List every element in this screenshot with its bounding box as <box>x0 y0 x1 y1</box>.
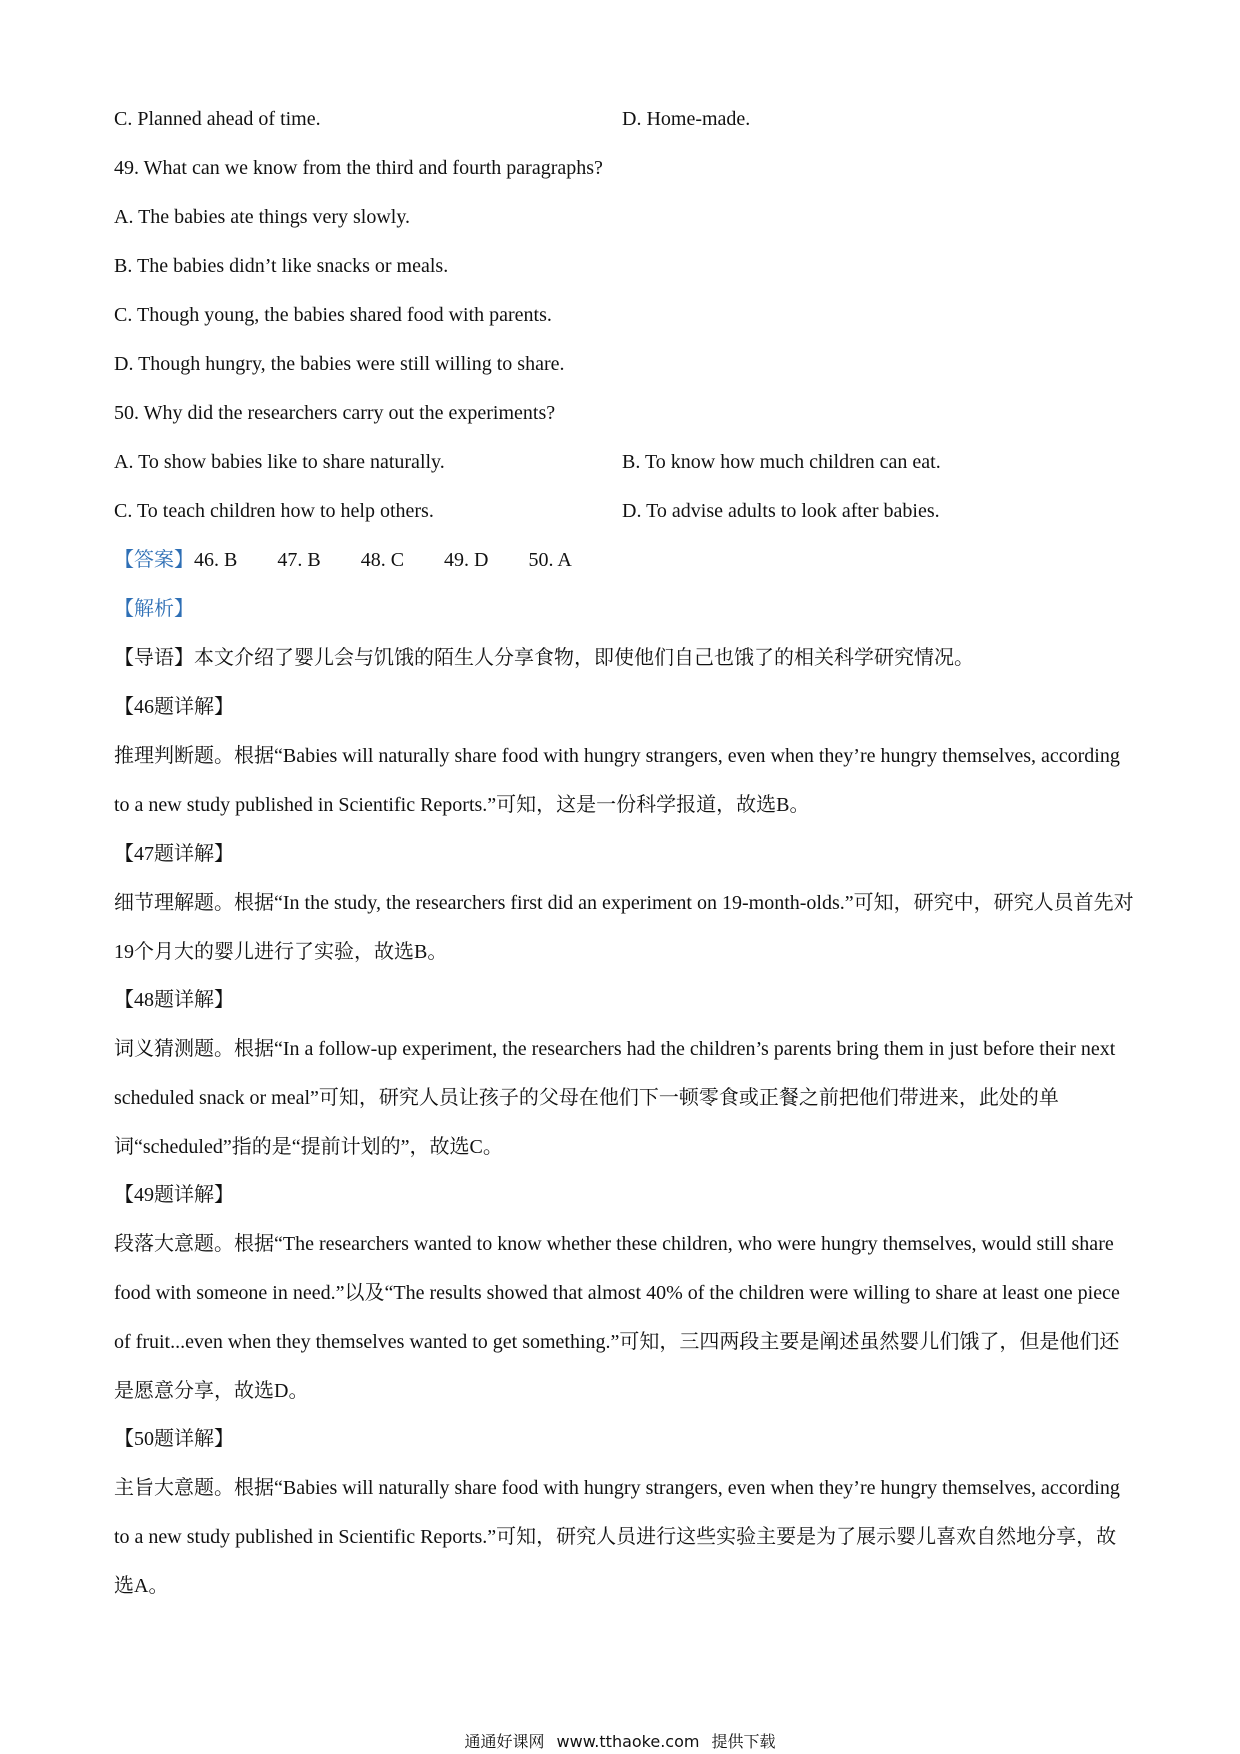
section-text-46: 推理判断题。根据“Babies will naturally share food with hungry strangers, even when they’re hungry themselves, according to a new study published in Scientific Reports.”可知，这是一份科学报道，故选B。 <box>114 745 1120 816</box>
answer-item: 47. B <box>277 549 321 571</box>
answer-line <box>114 548 612 572</box>
analysis-intro: 【导语】本文介绍了婴儿会与饥饿的陌生人分享食物，即使他们自己也饿了的相关科学研究情况。 <box>114 647 974 669</box>
section-text-50: 主旨大意题。根据“Babies will naturally share food with hungry strangers, even when they’re hungry themselves, according to a new study published in Scientific Reports.”可知，研究人员进行这些实验主要是为了展示婴儿喜欢自然地分享，故选A。 <box>114 1477 1120 1597</box>
answer-tag: 【答案】 <box>114 549 194 571</box>
answer-item: 48. C <box>360 549 405 571</box>
q50-option-a: A. To show babies like to share naturally. <box>114 451 445 473</box>
q49-stem: 49. What can we know from the third and fourth paragraphs? <box>114 157 603 179</box>
q49-option-a: A. The babies ate things very slowly. <box>114 206 411 228</box>
q50-stem: 50. Why did the researchers carry out the experiments? <box>114 402 556 424</box>
section-heading-50: 【50题详解】 <box>114 1428 234 1450</box>
q48-option-d: D. Home-made. <box>622 108 751 130</box>
section-heading-48: 【48题详解】 <box>114 989 234 1011</box>
footer-url[interactable]: www.tthaoke.com <box>556 1732 700 1751</box>
section-text-48: 词义猜测题。根据“In a follow-up experiment, the researchers had the children’s parents bring them in just before their next scheduled snack or meal”可知，研究人员让孩子的父母在他们下一顿零食或正餐之前把他们带进来，此处的单词“scheduled”指的是“提前计划的”，故选C。 <box>114 1038 1116 1158</box>
q48-option-c: C. Planned ahead of time. <box>114 108 321 130</box>
q49-option-b: B. The babies didn’t like snacks or meals. <box>114 255 449 277</box>
footer-action: 提供下载 <box>711 1732 776 1751</box>
section-text-47: 细节理解题。根据“In the study, the researchers first did an experiment on 19-month-olds.”可知，研究中，研究人员首先对19个月大的婴儿进行了实验，故选B。 <box>114 892 1134 963</box>
q50-option-b: B. To know how much children can eat. <box>622 451 941 473</box>
q49-option-d: D. Though hungry, the babies were still willing to share. <box>114 353 565 375</box>
q50-option-d: D. To advise adults to look after babies. <box>622 500 940 522</box>
section-heading-47: 【47题详解】 <box>114 843 234 865</box>
answer-item: 46. B <box>194 549 238 571</box>
q49-option-c: C. Though young, the babies shared food with parents. <box>114 304 552 326</box>
answer-item: 50. A <box>528 549 572 571</box>
page-footer <box>0 1733 1240 1751</box>
q50-option-c: C. To teach children how to help others. <box>114 500 434 522</box>
footer-site-name: 通通好课网 <box>464 1732 545 1751</box>
analysis-tag: 【解析】 <box>114 598 194 620</box>
answer-item: 49. D <box>444 549 489 571</box>
section-heading-46: 【46题详解】 <box>114 696 234 718</box>
section-text-49: 段落大意题。根据“The researchers wanted to know whether these children, who were hungry themselves, would still share food with someone in need.”以及“The results showed that almost 40% of the children were willing to share at least one piece of fruit...even when they themselves wanted to get something.”可知，三四两段主要是阐述虽然婴儿们饿了，但是他们还是愿意分享，故选D。 <box>114 1233 1120 1402</box>
section-heading-49: 【49题详解】 <box>114 1184 234 1206</box>
